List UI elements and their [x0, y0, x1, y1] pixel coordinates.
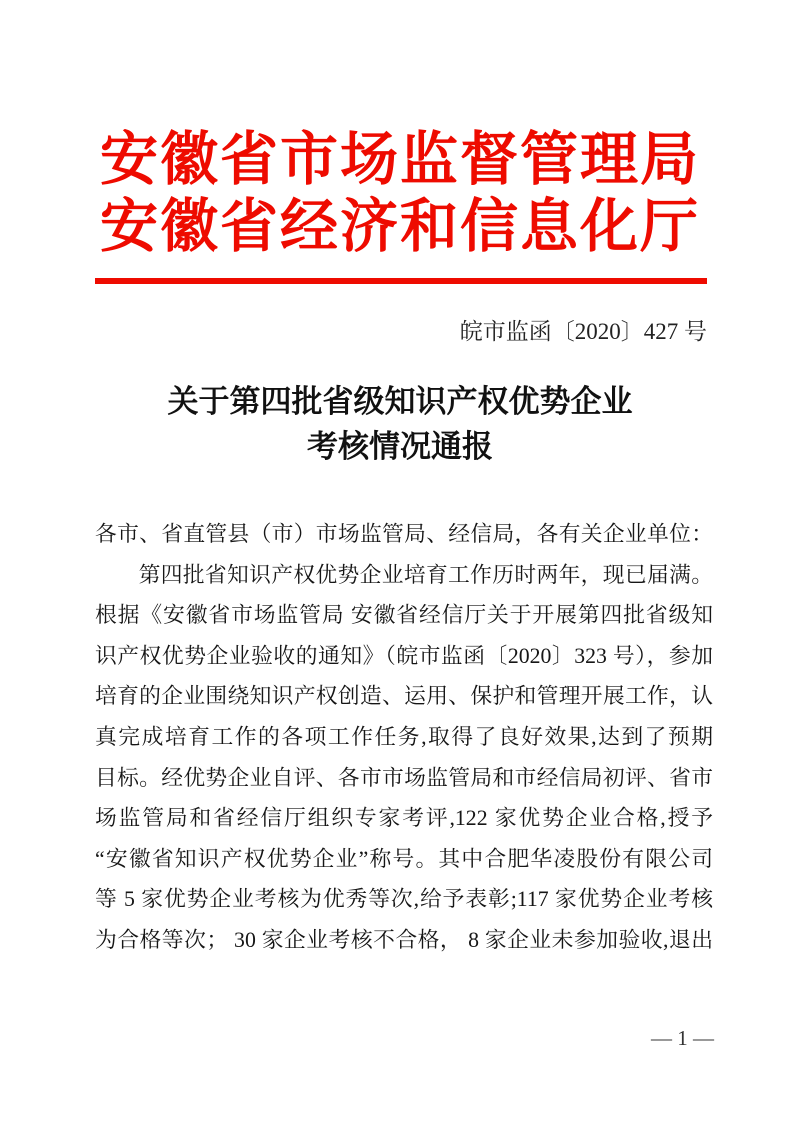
document-number: 皖市监函〔2020〕427 号	[459, 319, 707, 344]
body-line: “安徽省知识产权优势企业”称号。其中合肥华凌股份有限公司	[95, 846, 713, 871]
document-title	[0, 379, 800, 469]
body-line: 为合格等次； 30 家企业考核不合格， 8 家企业未参加验收,退出	[95, 927, 713, 952]
body-line: 场监管局和省经信厅组织专家考评,122 家优势企业合格,授予	[95, 806, 713, 831]
agency-name-line-2: 安徽省经济和信息化厅	[99, 194, 700, 259]
body-line: 目标。经优势企业自评、各市市场监管局和市经信局初评、省市	[95, 765, 713, 790]
red-divider-rule	[95, 278, 707, 284]
body-line: 识产权优势企业验收的通知》（皖市监函〔2020〕323 号），参加	[95, 643, 713, 668]
body-line: 培育的企业围绕知识产权创造、运用、保护和管理开展工作，认	[95, 684, 713, 709]
letterhead	[0, 126, 800, 260]
body-line: 第四批省知识产权优势企业培育工作历时两年，现已届满。	[138, 562, 713, 587]
document-title-line-2: 考核情况通报	[307, 429, 493, 464]
agency-name-line-1: 安徽省市场监督管理局	[99, 127, 700, 192]
document-body	[95, 514, 713, 961]
salutation-line: 各市、省直管县（市）市场监管局、经信局，各有关企业单位：	[95, 522, 713, 546]
document-title-line-1: 关于第四批省级知识产权优势企业	[167, 384, 633, 419]
body-line: 真完成培育工作的各项工作任务,取得了良好效果,达到了预期	[95, 724, 713, 749]
body-line: 等 5 家优势企业考核为优秀等次,给予表彰;117 家优势企业考核	[95, 887, 713, 912]
page-number: — 1 —	[651, 1026, 714, 1050]
body-line: 根据《安徽省市场监管局 安徽省经信厅关于开展第四批省级知	[95, 603, 713, 628]
